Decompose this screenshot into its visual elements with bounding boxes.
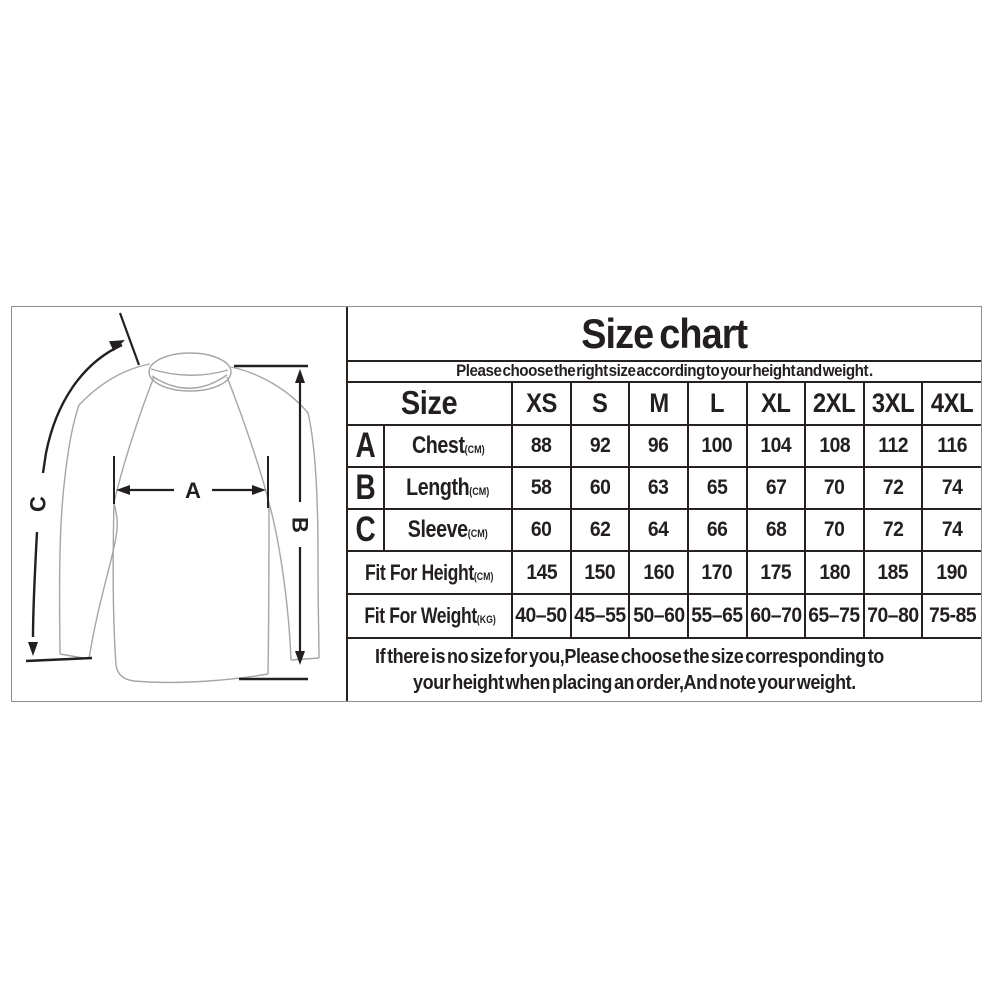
diagram-label-b: B bbox=[287, 517, 313, 533]
size-value: 40–50 bbox=[512, 594, 571, 637]
size-header: Size bbox=[401, 384, 458, 422]
diagram-label-a: A bbox=[185, 478, 201, 503]
size-value: 104 bbox=[747, 425, 806, 467]
arrow-c-lower bbox=[33, 532, 37, 637]
size-value: 185 bbox=[864, 551, 923, 594]
size-value: 65–75 bbox=[805, 594, 864, 637]
row-marker-A: A bbox=[348, 425, 384, 467]
size-value: 50–60 bbox=[629, 594, 688, 637]
size-value: 108 bbox=[805, 425, 864, 467]
column-header-L: L bbox=[688, 382, 747, 424]
column-header-4XL: 4XL bbox=[922, 382, 981, 424]
table-row-length bbox=[348, 467, 981, 509]
row-label: Chest(CM) bbox=[384, 425, 512, 467]
arrowhead-b-top bbox=[295, 369, 305, 383]
arrowheads bbox=[25, 340, 305, 665]
shirt-outline bbox=[60, 353, 319, 682]
size-value: 70–80 bbox=[864, 594, 923, 637]
size-value: 74 bbox=[922, 467, 981, 509]
subtitle-row bbox=[348, 361, 981, 382]
size-value: 72 bbox=[864, 509, 923, 551]
diagram-label-c: C bbox=[25, 496, 51, 512]
size-value: 55–65 bbox=[688, 594, 747, 637]
column-header-S: S bbox=[571, 382, 630, 424]
chart-frame bbox=[11, 306, 982, 702]
size-value: 75-85 bbox=[922, 594, 981, 637]
arrowhead-b-bottom bbox=[295, 651, 305, 665]
size-value: 70 bbox=[805, 467, 864, 509]
note-line-2: your height when placing an order,And note your weight. bbox=[412, 670, 856, 694]
size-value: 68 bbox=[747, 509, 806, 551]
row-marker-C: C bbox=[348, 509, 384, 551]
size-value: 70 bbox=[805, 509, 864, 551]
size-table bbox=[348, 307, 981, 701]
column-header-XL: XL bbox=[747, 382, 806, 424]
size-value: 67 bbox=[747, 467, 806, 509]
note-line-1: If there is no size for you,Please choose the size corresponding to bbox=[375, 644, 885, 668]
size-value: 150 bbox=[571, 551, 630, 594]
collar-pointer-line bbox=[120, 313, 139, 365]
measurement-marks bbox=[26, 313, 308, 679]
size-value: 160 bbox=[629, 551, 688, 594]
note-row bbox=[348, 638, 981, 701]
size-value: 88 bbox=[512, 425, 571, 467]
subtitle: Please choose the right size according to your height and weight . bbox=[456, 362, 873, 381]
size-value: 116 bbox=[922, 425, 981, 467]
size-value: 45–55 bbox=[571, 594, 630, 637]
header-row bbox=[348, 382, 981, 424]
column-header-2XL: 2XL bbox=[805, 382, 864, 424]
size-value: 190 bbox=[922, 551, 981, 594]
size-value: 175 bbox=[747, 551, 806, 594]
size-value: 65 bbox=[688, 467, 747, 509]
arrowhead-a-right bbox=[252, 485, 266, 495]
row-label: Fit For Weight(KG) bbox=[348, 594, 512, 637]
row-label: Length(CM) bbox=[384, 467, 512, 509]
size-value: 60 bbox=[512, 509, 571, 551]
arrow-c-upper bbox=[43, 345, 122, 473]
size-value: 58 bbox=[512, 467, 571, 509]
size-value: 62 bbox=[571, 509, 630, 551]
size-value: 74 bbox=[922, 509, 981, 551]
size-value: 60 bbox=[571, 467, 630, 509]
size-value: 92 bbox=[571, 425, 630, 467]
table-row-fit-for-weight bbox=[348, 594, 981, 637]
row-label: Sleeve(CM) bbox=[384, 509, 512, 551]
column-header-M: M bbox=[629, 382, 688, 424]
row-marker-B: B bbox=[348, 467, 384, 509]
size-value: 66 bbox=[688, 509, 747, 551]
size-value: 64 bbox=[629, 509, 688, 551]
page-title: Size chart bbox=[581, 309, 748, 357]
size-value: 112 bbox=[864, 425, 923, 467]
table-row-chest bbox=[348, 425, 981, 467]
table-row-sleeve bbox=[348, 509, 981, 551]
size-value: 170 bbox=[688, 551, 747, 594]
size-value: 96 bbox=[629, 425, 688, 467]
shirt-diagram-panel bbox=[12, 307, 348, 701]
table-row-fit-for-height bbox=[348, 551, 981, 594]
column-header-XS: XS bbox=[512, 382, 571, 424]
size-value: 180 bbox=[805, 551, 864, 594]
size-value: 60–70 bbox=[747, 594, 806, 637]
size-value: 145 bbox=[512, 551, 571, 594]
title-row bbox=[348, 307, 981, 361]
size-value: 63 bbox=[629, 467, 688, 509]
cuff-baseline bbox=[26, 658, 92, 661]
shirt-diagram bbox=[12, 307, 346, 699]
arrowhead-c-bottom bbox=[28, 642, 38, 656]
column-header-3XL: 3XL bbox=[864, 382, 923, 424]
size-value: 100 bbox=[688, 425, 747, 467]
row-label: Fit For Height(CM) bbox=[348, 551, 512, 594]
size-value: 72 bbox=[864, 467, 923, 509]
